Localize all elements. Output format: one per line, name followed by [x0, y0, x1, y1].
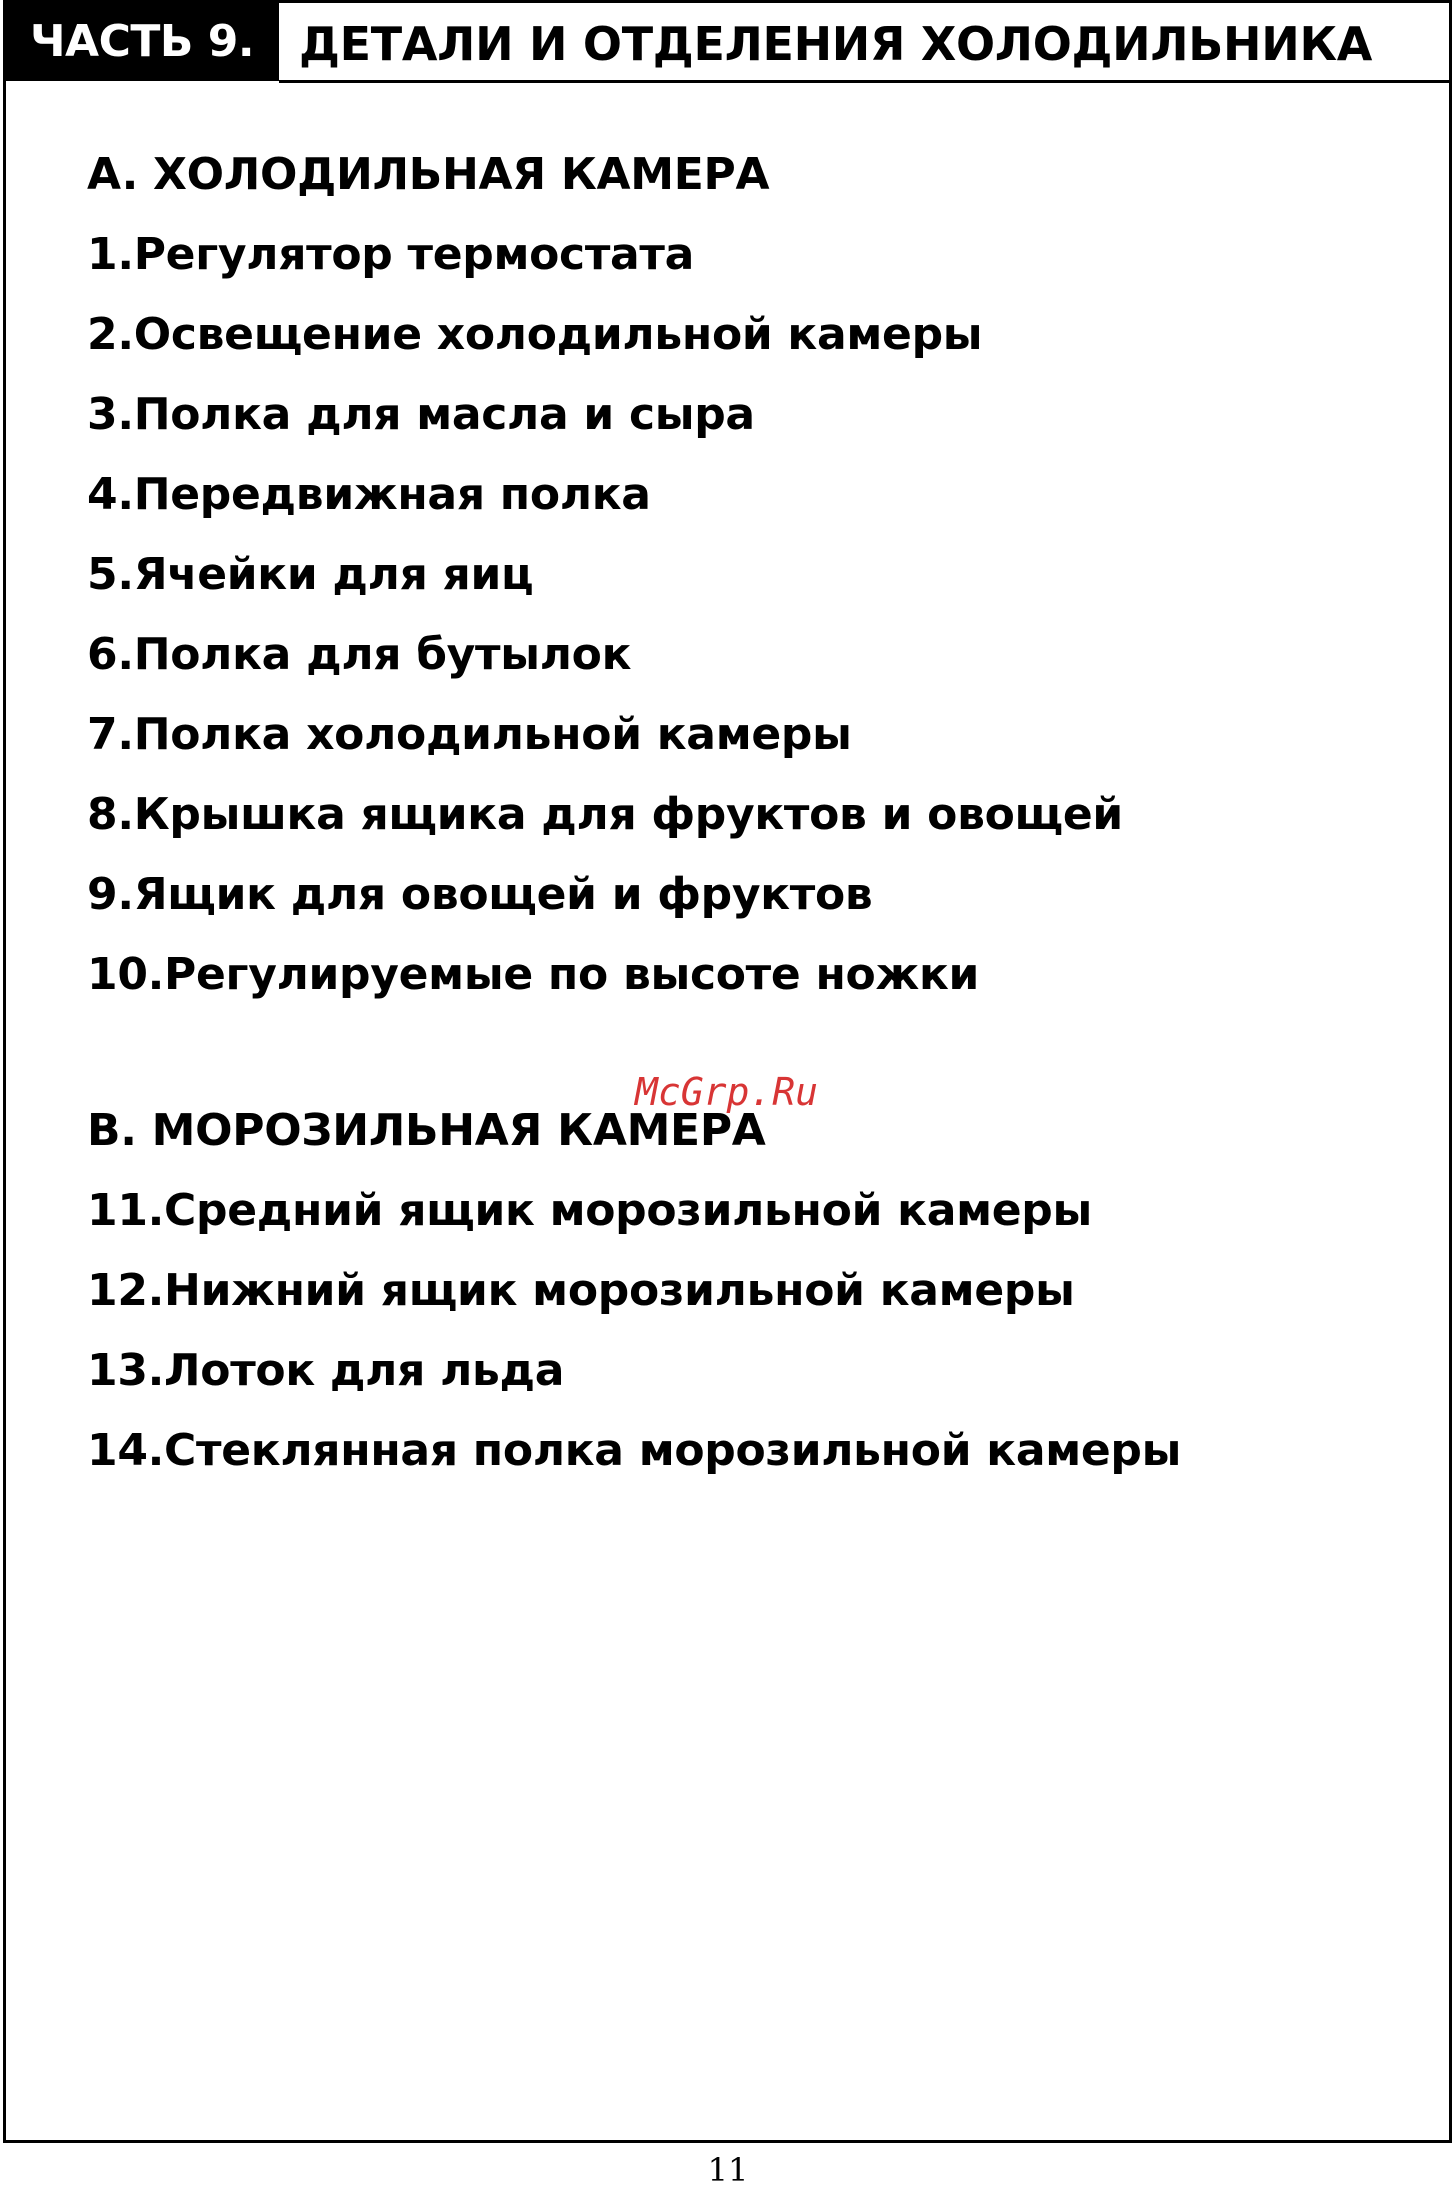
part-label: ЧАСТЬ 9. — [6, 3, 279, 81]
list-item: 2.Освещение холодильной камеры — [87, 309, 983, 360]
list-item: 13.Лоток для льда — [87, 1345, 565, 1396]
page-number: 11 — [707, 2151, 749, 2189]
section-title: B. МОРОЗИЛЬНАЯ КАМЕРА — [87, 1105, 766, 1156]
list-item: 9.Ящик для овощей и фруктов — [87, 869, 873, 920]
page-title: ДЕТАЛИ И ОТДЕЛЕНИЯ ХОЛОДИЛЬНИКА — [279, 3, 1449, 83]
watermark: McGrp.Ru — [635, 1070, 819, 1114]
list-item: 1.Регулятор термостата — [87, 229, 695, 280]
list-item: 12.Нижний ящик морозильной камеры — [87, 1265, 1075, 1316]
section-fridge — [87, 135, 1387, 1015]
list-item: 5.Ячейки для яиц — [87, 549, 534, 600]
section-title: A. ХОЛОДИЛЬНАЯ КАМЕРА — [87, 149, 770, 200]
section-freezer — [87, 1091, 1387, 1491]
parts-list — [87, 135, 1387, 1491]
list-item: 10.Регулируемые по высоте ножки — [87, 949, 980, 1000]
list-item: 8.Крышка ящика для фруктов и овощей — [87, 789, 1123, 840]
list-item: 3.Полка для масла и сыра — [87, 389, 755, 440]
list-item: 14.Стеклянная полка морозильной камеры — [87, 1425, 1182, 1476]
list-item: 4.Передвижная полка — [87, 469, 651, 520]
list-item: 11.Средний ящик морозильной камеры — [87, 1185, 1092, 1236]
list-item: 6.Полка для бутылок — [87, 629, 632, 680]
list-item: 7.Полка холодильной камеры — [87, 709, 852, 760]
